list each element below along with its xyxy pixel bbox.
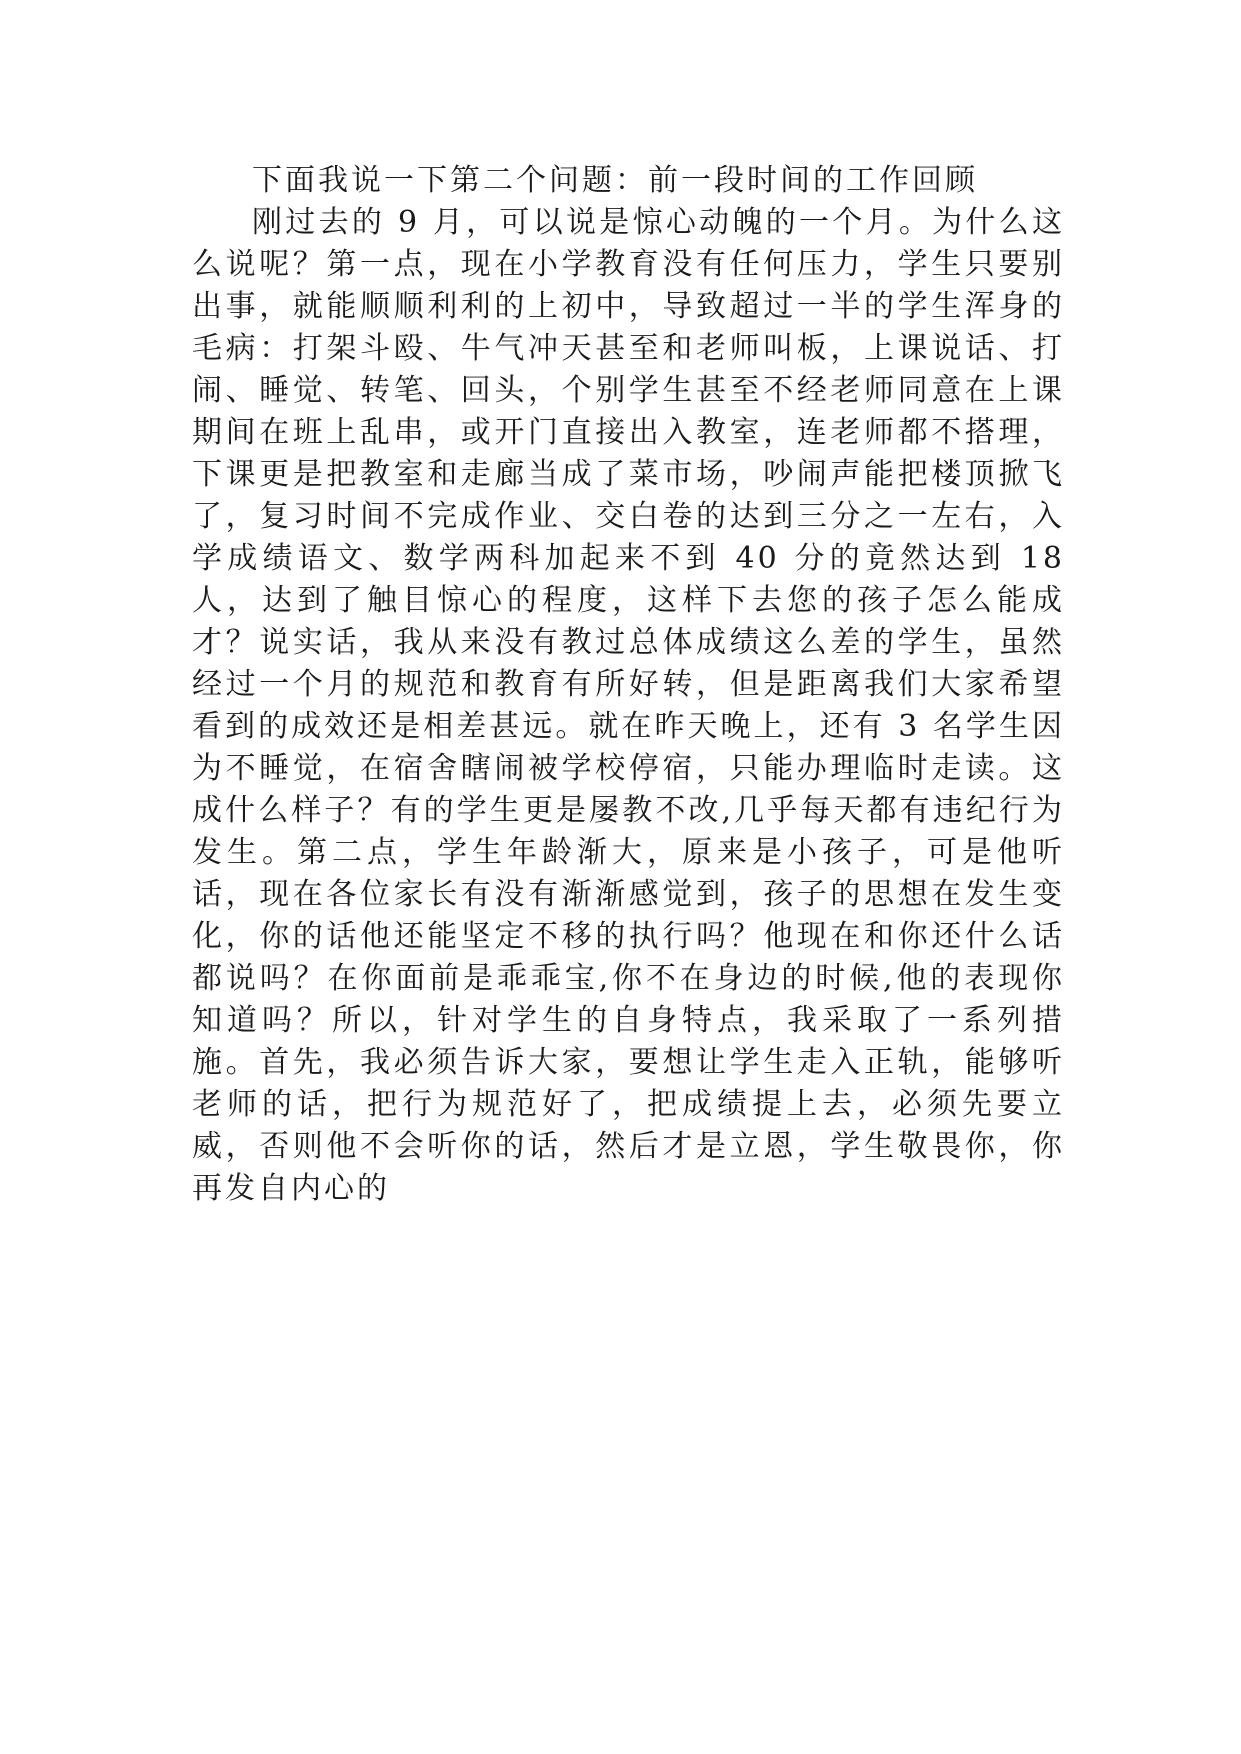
document-body xyxy=(192,160,1065,1210)
section-heading-line: 下面我说一下第二个问题：前一段时间的工作回顾 xyxy=(252,163,978,198)
body-paragraph: 刚过去的 9 月，可以说是惊心动魄的一个月。为什么这么说呢？第一点，现在小学教育没有任何压力，学生只要别出事，就能顺顺利利的上初中，导致超过一半的学生浑身的毛病：打架斗殴、牛气冲天甚至和老师叫板，上课说话、打闹、睡觉、转笔、回头，个别学生甚至不经老师同意在上课期间在班上乱串，或开门直接出入教室，连老师都不搭理，下课更是把教室和走廊当成了菜市场，吵闹声能把楼顶掀飞了，复习时间不完成作业、交白卷的达到三分之一左右，入学成绩语文、数学两科加起来不到 40 分的竟然达到 18 人，达到了触目惊心的程度，这样下去您的孩子怎么能成才？说实话，我从来没有教过总体成绩这么差的学生，虽然经过一个月的规范和教育有所好转，但是距离我们大家希望看到的成效还是相差甚远。就在昨天晚上，还有 3 名学生因为不睡觉，在宿舍瞎闹被学校停宿，只能办理临时走读。这成什么样子？有的学生更是屡教不改,几乎每天都有违纪行为发生。第二点，学生年龄渐大，原来是小孩子，可是他听话，现在各位家长有没有渐渐感觉到，孩子的思想在发生变化，你的话他还能坚定不移的执行吗？他现在和你还什么话都说吗？在你面前是乖乖宝,你不在身边的时候,他的表现你知道吗？所以，针对学生的自身特点，我采取了一系列措施。首先，我必须告诉大家，要想让学生走入正轨，能够听老师的话，把行为规范好了，把成绩提上去，必须先要立威，否则他不会听你的话，然后才是立恩，学生敬畏你，你再发自内心的 xyxy=(192,205,1065,1206)
